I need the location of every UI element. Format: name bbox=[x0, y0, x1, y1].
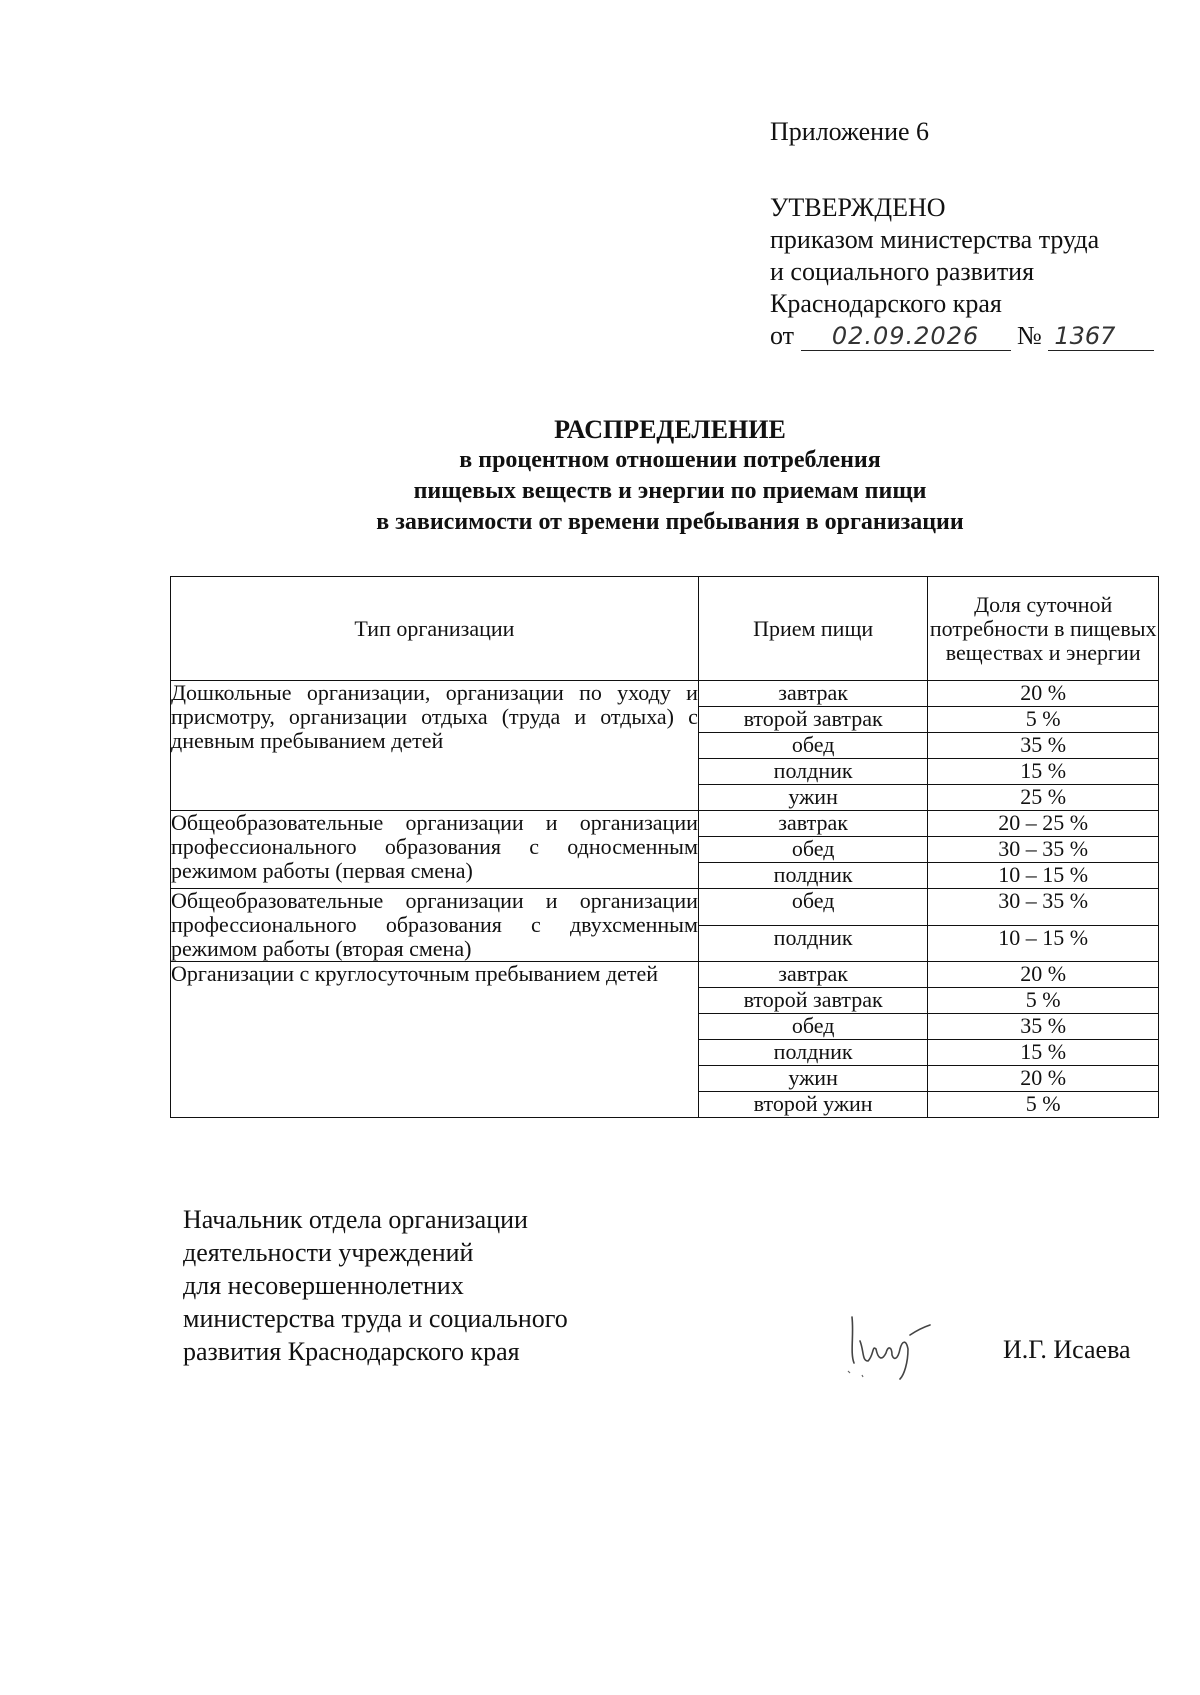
handwritten-signature bbox=[838, 1305, 948, 1381]
meal-cell: второй ужин bbox=[698, 1092, 927, 1118]
table-row bbox=[171, 889, 1159, 926]
meal-cell: второй завтрак bbox=[698, 707, 927, 733]
meal-cell: завтрак bbox=[698, 962, 927, 988]
distribution-table bbox=[170, 576, 1159, 1118]
org-type-cell: Общеобразовательные организации и организации профессионального образования с односменным режимом работы (первая смена) bbox=[171, 811, 699, 889]
share-cell: 20 % bbox=[928, 681, 1159, 707]
org-type-cell: Общеобразовательные организации и организации профессионального образования с двухсменным режимом работы (вторая смена) bbox=[171, 888, 698, 961]
share-cell: 15 % bbox=[928, 1040, 1159, 1066]
signer-title-line-5: развития Краснодарского края bbox=[183, 1337, 520, 1366]
table-body bbox=[171, 681, 1159, 1118]
signer-title-line-3: для несовершеннолетних bbox=[183, 1271, 464, 1300]
meal-cell: обед bbox=[698, 1014, 927, 1040]
handwritten-date: 02.09.2026 bbox=[801, 322, 1011, 351]
share-cell: 20 % bbox=[928, 1066, 1159, 1092]
approval-line-3: Краснодарского края bbox=[770, 289, 1002, 318]
signature-block bbox=[183, 1203, 568, 1368]
signer-title-line-1: Начальник отдела организации bbox=[183, 1205, 528, 1234]
table-row bbox=[171, 681, 1159, 707]
meal-cell: завтрак bbox=[698, 681, 927, 707]
meal-cell: полдник bbox=[698, 1040, 927, 1066]
meal-cell: обед bbox=[698, 889, 927, 926]
title-main: РАСПРЕДЕЛЕНИЕ bbox=[554, 415, 786, 444]
org-type-cell: Организации с круглосуточным пребыванием детей bbox=[171, 962, 699, 1118]
approved-label: УТВЕРЖДЕНО bbox=[770, 193, 946, 222]
signer-title-line-2: деятельности учреждений bbox=[183, 1238, 474, 1267]
table-row bbox=[171, 962, 1159, 988]
meal-cell: полдник bbox=[698, 863, 927, 889]
document-title bbox=[170, 414, 1170, 538]
share-cell: 35 % bbox=[928, 1014, 1159, 1040]
approval-block bbox=[770, 116, 1170, 352]
meal-cell: полдник bbox=[698, 759, 927, 785]
approval-line-2: и социального развития bbox=[770, 257, 1035, 286]
share-cell: 30 – 35 % bbox=[928, 837, 1159, 863]
share-cell: 30 – 35 % bbox=[928, 889, 1159, 926]
title-line-2: пищевых веществ и энергии по приемам пищи bbox=[413, 478, 927, 504]
header-org-type: Тип организации bbox=[171, 577, 699, 681]
meal-cell: обед bbox=[698, 837, 927, 863]
share-cell: 5 % bbox=[928, 707, 1159, 733]
header-meal: Прием пищи bbox=[698, 577, 927, 681]
handwritten-order-number: 1367 bbox=[1048, 322, 1154, 351]
table-header-row bbox=[171, 577, 1159, 681]
title-line-1: в процентном отношении потребления bbox=[459, 447, 881, 473]
signer-title-line-4: министерства труда и социального bbox=[183, 1304, 568, 1333]
share-cell: 20 % bbox=[928, 962, 1159, 988]
share-cell: 35 % bbox=[928, 733, 1159, 759]
share-cell: 5 % bbox=[928, 988, 1159, 1014]
appendix-label: Приложение 6 bbox=[770, 117, 930, 146]
approval-line-1: приказом министерства труда bbox=[770, 225, 1100, 254]
meal-cell: ужин bbox=[698, 1066, 927, 1092]
share-cell: 10 – 15 % bbox=[928, 863, 1159, 889]
header-share: Доля суточной потребности в пищевых веществах и энергии bbox=[928, 577, 1159, 681]
meal-cell: полдник bbox=[698, 925, 927, 962]
number-label: № bbox=[1017, 321, 1042, 350]
share-cell: 20 – 25 % bbox=[928, 811, 1159, 837]
table-row bbox=[171, 811, 1159, 837]
from-label: от bbox=[770, 321, 795, 350]
order-date-number-line bbox=[770, 320, 1170, 352]
title-line-3: в зависимости от времени пребывания в организации bbox=[376, 509, 964, 535]
org-type-cell: Дошкольные организации, организации по уходу и присмотру, организации отдыха (труда и отдыха) с дневным пребыванием детей bbox=[171, 681, 699, 811]
share-cell: 5 % bbox=[928, 1092, 1159, 1118]
meal-cell: обед bbox=[698, 733, 927, 759]
signer-name: И.Г. Исаева bbox=[1003, 1335, 1131, 1364]
meal-cell: ужин bbox=[698, 785, 927, 811]
meal-cell: завтрак bbox=[698, 811, 927, 837]
share-cell: 15 % bbox=[928, 759, 1159, 785]
share-cell: 10 – 15 % bbox=[928, 925, 1159, 962]
share-cell: 25 % bbox=[928, 785, 1159, 811]
meal-cell: второй завтрак bbox=[698, 988, 927, 1014]
